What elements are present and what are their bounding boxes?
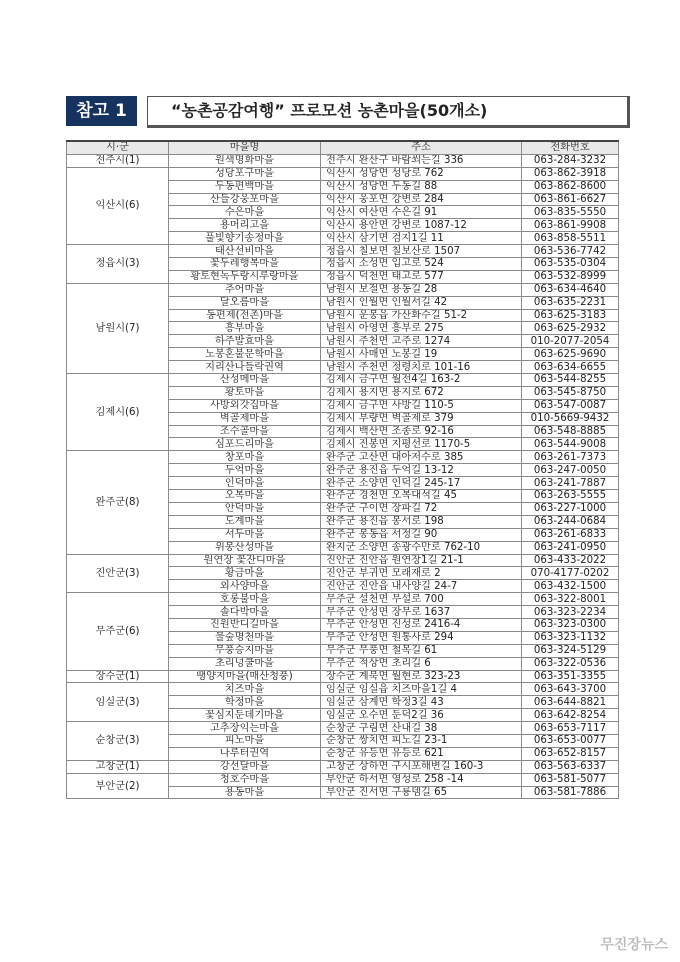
phone-cell: 063-323-1132	[522, 631, 619, 644]
village-cell: 황토현녹두랑시루랑마을	[169, 270, 321, 283]
village-cell: 원연장 꽃잔디마을	[169, 554, 321, 567]
address-cell: 무주군 안성면 장무로 1637	[321, 606, 522, 619]
phone-cell: 070-4177-0202	[522, 567, 619, 580]
phone-cell: 063-634-6655	[522, 361, 619, 374]
region-cell: 순창군(3)	[67, 722, 169, 761]
phone-cell: 063-644-8821	[522, 696, 619, 709]
address-cell: 정읍시 칠보면 칠보산로 1507	[321, 245, 522, 258]
village-cell: 강선달마을	[169, 760, 321, 773]
table-row	[67, 374, 619, 387]
address-cell: 익산시 웅포면 강변로 284	[321, 193, 522, 206]
phone-cell: 063-433-2022	[522, 554, 619, 567]
phone-cell: 063-323-2234	[522, 606, 619, 619]
village-cell: 오복마을	[169, 490, 321, 503]
address-cell: 진안군 진안읍 내사양길 24-7	[321, 580, 522, 593]
phone-cell: 063-642-8254	[522, 709, 619, 722]
address-cell: 완주군 용진읍 봉서로 198	[321, 515, 522, 528]
phone-cell: 063-652-8157	[522, 747, 619, 760]
village-cell: 노봉혼불문학마을	[169, 348, 321, 361]
phone-cell: 063-581-5077	[522, 773, 619, 786]
village-cell: 피노마을	[169, 734, 321, 747]
address-cell: 완주군 봉동읍 서정길 90	[321, 528, 522, 541]
village-cell: 무풍승지마을	[169, 644, 321, 657]
address-cell: 무주군 설천면 무설로 700	[321, 593, 522, 606]
phone-cell: 063-227-1000	[522, 502, 619, 515]
village-cell: 조수골마을	[169, 425, 321, 438]
village-cell: 안덕마을	[169, 502, 321, 515]
phone-cell: 063-835-5550	[522, 206, 619, 219]
table-row	[67, 683, 619, 696]
address-cell: 부안군 진서면 구룡뎀길 65	[321, 786, 522, 799]
village-cell: 수은마을	[169, 206, 321, 219]
phone-cell: 063-653-7117	[522, 722, 619, 735]
village-cell: 지리산나들락권역	[169, 361, 321, 374]
table-row	[67, 167, 619, 180]
village-cell: 외사양마을	[169, 580, 321, 593]
phone-cell: 063-625-2932	[522, 322, 619, 335]
address-cell: 전주시 완산구 바람쐬는길 336	[321, 154, 522, 167]
phone-cell: 063-545-8750	[522, 386, 619, 399]
address-cell: 진안군 진안읍 원연장1길 21-1	[321, 554, 522, 567]
phone-cell: 063-241-0950	[522, 541, 619, 554]
watermark: 무진장뉴스	[600, 937, 668, 953]
village-cell: 초리넝쿨마을	[169, 657, 321, 670]
address-cell: 순창군 쌍치면 피노길 23-1	[321, 734, 522, 747]
address-cell: 완지군 소양면 송광수만로 762-10	[321, 541, 522, 554]
address-cell: 완주군 구이면 장파길 72	[321, 502, 522, 515]
village-cell: 원색명화마을	[169, 154, 321, 167]
table-row	[67, 245, 619, 258]
address-cell: 남원시 아영면 흥부로 275	[321, 322, 522, 335]
village-cell: 나루터권역	[169, 747, 321, 760]
phone-cell: 063-351-3355	[522, 670, 619, 683]
table-row	[67, 593, 619, 606]
village-cell: 청호수마을	[169, 773, 321, 786]
region-cell: 남원시(7)	[67, 283, 169, 373]
address-cell: 완주군 소양면 인덕길 245-17	[321, 477, 522, 490]
phone-cell: 063-861-9908	[522, 219, 619, 232]
phone-cell: 063-241-7887	[522, 477, 619, 490]
address-cell: 익산시 여산면 수은길 91	[321, 206, 522, 219]
village-cell: 하주발효마을	[169, 335, 321, 348]
village-cell: 달오름마을	[169, 296, 321, 309]
table-row	[67, 283, 619, 296]
address-cell: 임실군 임실읍 치즈마을1길 4	[321, 683, 522, 696]
region-cell: 임실군(3)	[67, 683, 169, 722]
address-cell: 정읍시 소성면 입고로 524	[321, 258, 522, 271]
address-cell: 김제시 진봉면 지평선로 1170-5	[321, 438, 522, 451]
phone-cell: 063-322-0536	[522, 657, 619, 670]
address-cell: 무주군 무풍면 철목길 61	[321, 644, 522, 657]
village-cell: 위봉산성마을	[169, 541, 321, 554]
village-cell: 서두마을	[169, 528, 321, 541]
village-cell: 창포마을	[169, 451, 321, 464]
region-cell: 전주시(1)	[67, 154, 169, 167]
address-cell: 무주군 안성면 원통사로 294	[321, 631, 522, 644]
phone-cell: 063-322-8001	[522, 593, 619, 606]
address-cell: 장수군 계북면 월현로 323-23	[321, 670, 522, 683]
village-cell: 용머리고을	[169, 219, 321, 232]
column-header-phone: 전화번호	[522, 141, 619, 154]
phone-cell: 063-635-2231	[522, 296, 619, 309]
village-cell: 추어마을	[169, 283, 321, 296]
village-cell: 황토마을	[169, 386, 321, 399]
phone-cell: 063-261-6833	[522, 528, 619, 541]
village-cell: 산들강웅포마을	[169, 193, 321, 206]
address-cell: 완주군 경천면 오복대석길 45	[321, 490, 522, 503]
village-cell: 성당포구마을	[169, 167, 321, 180]
village-cell: 솔다박마을	[169, 606, 321, 619]
phone-cell: 063-261-7373	[522, 451, 619, 464]
table-row	[67, 451, 619, 464]
village-cell: 흥부마을	[169, 322, 321, 335]
region-cell: 장수군(1)	[67, 670, 169, 683]
phone-cell: 063-544-9008	[522, 438, 619, 451]
phone-cell: 063-247-0050	[522, 464, 619, 477]
address-cell: 김제시 용지면 용지로 672	[321, 386, 522, 399]
phone-cell: 063-323-0300	[522, 618, 619, 631]
address-cell: 순창군 유등면 유등로 621	[321, 747, 522, 760]
reference-badge: 참고 1	[66, 96, 137, 126]
address-cell: 남원시 인월면 인월서길 42	[321, 296, 522, 309]
address-cell: 김제시 부량면 벽골제로 379	[321, 412, 522, 425]
village-cell: 도계마을	[169, 515, 321, 528]
address-cell: 완주군 용진읍 두억길 13-12	[321, 464, 522, 477]
village-cell: 꽃심지둔데기마을	[169, 709, 321, 722]
region-cell: 부안군(2)	[67, 773, 169, 799]
table-row	[67, 773, 619, 786]
village-cell: 용동마을	[169, 786, 321, 799]
address-cell: 익산시 성당면 성당로 762	[321, 167, 522, 180]
phone-cell: 063-547-0087	[522, 399, 619, 412]
table-row	[67, 670, 619, 683]
region-cell: 정읍시(3)	[67, 245, 169, 284]
phone-cell: 063-862-8600	[522, 180, 619, 193]
table-row	[67, 760, 619, 773]
region-cell: 익산시(6)	[67, 167, 169, 244]
phone-cell: 063-548-8885	[522, 425, 619, 438]
address-cell: 김제시 금구면 사방길 110-5	[321, 399, 522, 412]
village-cell: 꽃두레행복마을	[169, 258, 321, 271]
village-cell: 사방외갓집마을	[169, 399, 321, 412]
village-cell: 벽골제마을	[169, 412, 321, 425]
address-cell: 남원시 사매면 노봉길 19	[321, 348, 522, 361]
address-cell: 무주군 적상면 초리길 6	[321, 657, 522, 670]
table-row	[67, 554, 619, 567]
village-cell: 진원반디길마을	[169, 618, 321, 631]
address-cell: 남원시 운봉읍 가산화수길 51-2	[321, 309, 522, 322]
phone-cell: 063-544-8255	[522, 374, 619, 387]
page-header	[66, 96, 618, 126]
address-cell: 남원시 보절면 용동길 28	[321, 283, 522, 296]
address-cell: 익산시 성당면 두동길 88	[321, 180, 522, 193]
village-cell: 인덕마을	[169, 477, 321, 490]
address-cell: 김제시 금구면 월전4길 163-2	[321, 374, 522, 387]
village-cell: 동편제(전촌)마을	[169, 309, 321, 322]
phone-cell: 063-324-5129	[522, 644, 619, 657]
address-cell: 부안군 하서면 영성로 258 -14	[321, 773, 522, 786]
phone-cell: 063-625-9690	[522, 348, 619, 361]
table-header-row	[67, 141, 619, 154]
phone-cell: 063-858-5511	[522, 232, 619, 245]
table-row	[67, 722, 619, 735]
village-cell: 태산선비마을	[169, 245, 321, 258]
phone-cell: 063-536-7742	[522, 245, 619, 258]
phone-cell: 063-284-3232	[522, 154, 619, 167]
village-cell: 두동편백마을	[169, 180, 321, 193]
village-cell: 고추장익는마을	[169, 722, 321, 735]
village-table	[66, 140, 619, 799]
address-cell: 임실군 오수면 둔덕2길 36	[321, 709, 522, 722]
region-cell: 김제시(6)	[67, 374, 169, 451]
region-cell: 무주군(6)	[67, 593, 169, 670]
phone-cell: 063-653-0077	[522, 734, 619, 747]
phone-cell: 063-643-3700	[522, 683, 619, 696]
phone-cell: 063-862-3918	[522, 167, 619, 180]
table-body	[67, 154, 619, 799]
village-cell: 풀빛향기송정마을	[169, 232, 321, 245]
region-cell: 완주군(8)	[67, 451, 169, 554]
village-cell: 땡양지마을(매산청풍)	[169, 670, 321, 683]
address-cell: 순창군 구림면 산내길 38	[321, 722, 522, 735]
village-cell: 물숲명천마을	[169, 631, 321, 644]
phone-cell: 063-625-3183	[522, 309, 619, 322]
village-cell: 산성메마을	[169, 374, 321, 387]
address-cell: 남원시 주천면 고주로 1274	[321, 335, 522, 348]
phone-cell: 063-634-4640	[522, 283, 619, 296]
address-cell: 김제시 백산면 조종로 92-16	[321, 425, 522, 438]
phone-cell: 010-2077-2054	[522, 335, 619, 348]
address-cell: 고창군 상하면 구시포해변길 160-3	[321, 760, 522, 773]
region-cell: 고창군(1)	[67, 760, 169, 773]
table-row	[67, 154, 619, 167]
page-title: “농촌공감여행” 프로모션 농촌마을(50개소)	[147, 96, 630, 128]
address-cell: 남원시 주천면 정령치로 101-16	[321, 361, 522, 374]
column-header-address: 주소	[321, 141, 522, 154]
address-cell: 정읍시 덕천면 태고로 577	[321, 270, 522, 283]
address-cell: 익산시 용안면 강변로 1087-12	[321, 219, 522, 232]
phone-cell: 063-861-6627	[522, 193, 619, 206]
address-cell: 진안군 부귀면 모래재로 2	[321, 567, 522, 580]
column-header-village: 마을명	[169, 141, 321, 154]
village-cell: 호롱불마을	[169, 593, 321, 606]
village-cell: 치즈마을	[169, 683, 321, 696]
phone-cell: 063-563-6337	[522, 760, 619, 773]
phone-cell: 063-535-0304	[522, 258, 619, 271]
column-header-region: 시·군	[67, 141, 169, 154]
village-cell: 황금마을	[169, 567, 321, 580]
address-cell: 완주군 고산면 대아저수로 385	[321, 451, 522, 464]
phone-cell: 063-532-8999	[522, 270, 619, 283]
village-cell: 심포드리마을	[169, 438, 321, 451]
phone-cell: 010-5669-9432	[522, 412, 619, 425]
address-cell: 익산시 삼기면 검지1길 11	[321, 232, 522, 245]
phone-cell: 063-432-1500	[522, 580, 619, 593]
phone-cell: 063-244-0684	[522, 515, 619, 528]
phone-cell: 063-581-7886	[522, 786, 619, 799]
region-cell: 진안군(3)	[67, 554, 169, 593]
address-cell: 무주군 안성면 진성로 2416-4	[321, 618, 522, 631]
village-cell: 두억마을	[169, 464, 321, 477]
address-cell: 임실군 삼계면 학정3길 43	[321, 696, 522, 709]
village-cell: 학정마을	[169, 696, 321, 709]
phone-cell: 063-263-5555	[522, 490, 619, 503]
